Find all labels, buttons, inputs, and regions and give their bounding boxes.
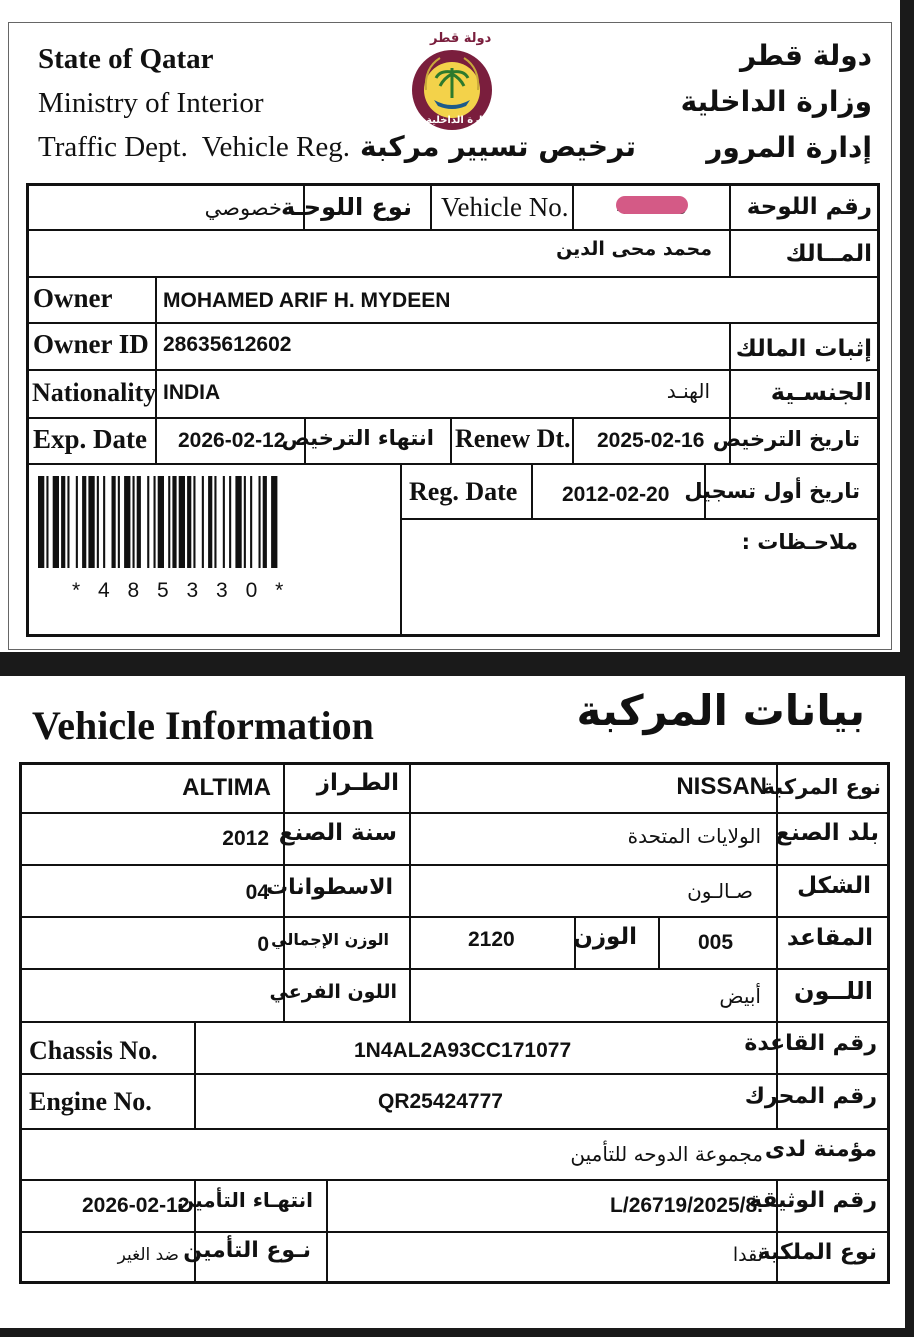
barcode-bar xyxy=(208,476,212,568)
exp-date-value: 2026-02-12 xyxy=(178,429,286,452)
barcode-bar xyxy=(214,476,216,568)
chassis-value: 1N4AL2A93CC171077 xyxy=(354,1039,572,1062)
chassis-label-ar: رقم القاعدة xyxy=(744,1031,877,1056)
barcode-bar xyxy=(97,476,99,568)
registration-card xyxy=(0,0,900,652)
ownership-label: نوع الملكية xyxy=(757,1240,877,1265)
barcode-bar xyxy=(38,476,44,568)
country-label: بلد الصنع xyxy=(775,820,879,846)
barcode-bar xyxy=(76,476,78,568)
barcode-bar xyxy=(193,476,195,568)
engine-label-en: Engine No. xyxy=(29,1087,152,1116)
barcode-bar xyxy=(235,476,241,568)
vehicle-info-card xyxy=(0,676,905,1328)
reg-date-label-en: Reg. Date xyxy=(409,477,518,506)
cylinders-value: 04 xyxy=(245,881,269,904)
chassis-label-en: Chassis No. xyxy=(29,1036,158,1065)
nationality-value-en: INDIA xyxy=(163,381,221,404)
barcode-bar xyxy=(103,476,105,568)
shape-label: الشكل xyxy=(797,873,871,899)
year-label: سنة الصنع xyxy=(278,820,397,846)
license-date-label-ar: تاريخ الترخيص xyxy=(712,427,860,451)
make-value: NISSAN xyxy=(676,773,767,800)
barcode-bar xyxy=(82,476,86,568)
weight-value: 2120 xyxy=(468,928,515,951)
year-value: 2012 xyxy=(222,827,269,850)
engine-label-ar: رقم المحرك xyxy=(744,1084,877,1109)
ownership-value: نقدا xyxy=(732,1244,763,1266)
vehicle-no-label: Vehicle No. xyxy=(441,192,569,222)
title-ar: ترخيص تسيير مركبة xyxy=(360,130,636,163)
insured-label: مؤمنة لدى xyxy=(764,1137,877,1162)
barcode-bar xyxy=(250,476,252,568)
barcode-bar xyxy=(147,476,149,568)
shape-value: صـالـون xyxy=(687,879,753,903)
notes-label-ar: ملاحـظات : xyxy=(741,530,858,554)
barcode-bar xyxy=(154,476,156,568)
barcode-bar xyxy=(223,476,225,568)
barcode-bar xyxy=(259,476,261,568)
owner-label-ar: المــالك xyxy=(785,241,872,267)
barcode-bar xyxy=(112,476,116,568)
barcode-bar xyxy=(124,476,130,568)
policy-value: L/26719/2025/8. xyxy=(610,1194,763,1217)
nationality-label-en: Nationality xyxy=(32,378,157,407)
barcode-bar xyxy=(179,476,185,568)
model-value: ALTIMA xyxy=(182,774,271,801)
cylinders-label: الاسطوانات xyxy=(266,875,393,900)
dept-en: Traffic Dept. Vehicle Reg. xyxy=(38,131,350,163)
ins-exp-value: 2026-02-12 xyxy=(82,1194,190,1217)
barcode-bar xyxy=(187,476,191,568)
barcode-bar xyxy=(263,476,267,568)
barcode-bar xyxy=(172,476,176,568)
barcode-bar xyxy=(168,476,170,568)
exp-date-label-ar: انتهاء الترخيص xyxy=(281,426,434,450)
qatar-emblem xyxy=(404,28,500,132)
barcode-bar xyxy=(133,476,135,568)
renew-label-en: Renew Dt. xyxy=(455,424,571,453)
barcode-bar xyxy=(229,476,231,568)
plate-type-value: خصوصي xyxy=(204,196,282,220)
exp-date-label-en: Exp. Date xyxy=(33,424,147,454)
state-en: State of Qatar xyxy=(38,43,214,75)
barcode-bar xyxy=(61,476,65,568)
color-value: أبيض xyxy=(719,984,761,1008)
color-label: اللــون xyxy=(794,977,873,1005)
barcode-bar xyxy=(53,476,59,568)
barcode-bar xyxy=(118,476,120,568)
barcode-bar xyxy=(46,476,48,568)
first-reg-label-ar: تاريخ أول تسجيل xyxy=(684,479,860,503)
seats-value: 005 xyxy=(698,931,734,954)
owner-name-ar: محمد محى الدين xyxy=(556,238,712,260)
make-label: نوع المركبة xyxy=(762,775,881,799)
emblem-bottom-text: وزارة الداخلية xyxy=(426,115,495,126)
gross-weight-label: الوزن الإجمالي xyxy=(271,930,389,949)
vehicle-info-title-ar: بيانات المركبة xyxy=(576,686,865,735)
nationality-label-ar: الجنسـية xyxy=(770,378,872,406)
ministry-ar: وزارة الداخلية xyxy=(680,85,872,118)
barcode-text: * 4 8 5 3 3 0 * xyxy=(72,579,290,602)
renew-value: 2025-02-16 xyxy=(597,429,705,452)
owner-id-label-ar: إثبات المالك xyxy=(735,336,872,362)
plate-no-label: رقم اللوحة xyxy=(746,194,872,220)
plate-type-label: نوع اللوحـة xyxy=(281,193,412,221)
ins-type-value: ضد الغير xyxy=(117,1245,179,1265)
state-ar: دولة قطر xyxy=(739,39,872,72)
owner-id-label-en: Owner ID xyxy=(33,329,149,359)
barcode-bar xyxy=(88,476,94,568)
nationality-value-ar: الهنـد xyxy=(666,379,710,403)
weight-label: الوزن xyxy=(573,924,637,950)
owner-label-en: Owner xyxy=(33,283,113,313)
barcode-bar xyxy=(158,476,164,568)
ins-type-label: نـوع التأمين xyxy=(183,1238,311,1263)
emblem-top-text: دولة قطر xyxy=(430,31,492,46)
redaction-mark xyxy=(616,196,688,214)
engine-value: QR25424777 xyxy=(378,1090,503,1113)
barcode-bar xyxy=(271,476,277,568)
barcode-bar xyxy=(67,476,69,568)
sub-color-label: اللون الفرعي xyxy=(269,981,397,1003)
ins-exp-label: انتهـاء التأمين xyxy=(177,1188,313,1212)
model-label: الطـراز xyxy=(316,770,399,796)
barcode-bar xyxy=(137,476,141,568)
barcode-bar xyxy=(202,476,204,568)
barcode-bar xyxy=(244,476,246,568)
insured-value: مجموعة الدوحه للتأمين xyxy=(570,1142,763,1166)
gross-weight-value: 0 xyxy=(257,933,269,956)
vehicle-info-title-en: Vehicle Information xyxy=(32,703,374,748)
owner-name-en: MOHAMED ARIF H. MYDEEN xyxy=(163,289,451,312)
seats-label: المقاعد xyxy=(786,925,873,951)
policy-label: رقم الوثيقة xyxy=(749,1188,877,1213)
country-value: الولايات المتحدة xyxy=(627,824,761,848)
reg-date-value: 2012-02-20 xyxy=(562,483,670,506)
ministry-en: Ministry of Interior xyxy=(38,87,264,119)
dept-ar: إدارة المرور xyxy=(706,131,872,164)
owner-id-value: 28635612602 xyxy=(163,333,292,356)
barcode xyxy=(38,476,374,568)
